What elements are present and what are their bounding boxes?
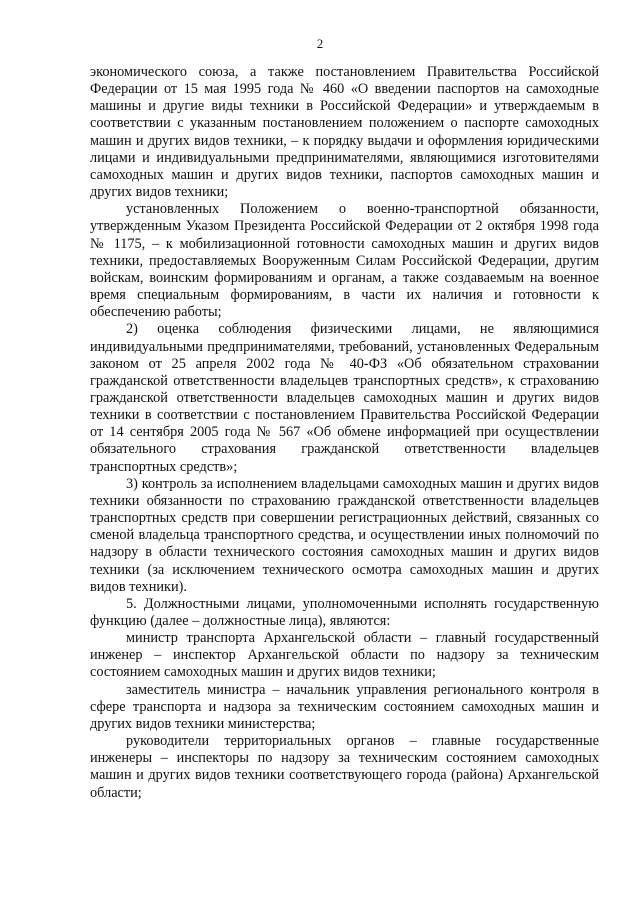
paragraph-7: заместитель министра – начальник управления регионального контроля в сфере транспорта и надзора за техническим состоянием самоходных машин и других видов техники министерства; bbox=[90, 681, 599, 732]
document-body bbox=[90, 64, 599, 802]
paragraph-8: руководители территориальных органов – главные государственные инженеры – инспекторы по надзору за техническим состоянием самоходных машин и других видов техники соответствующего города (района) Архангельской области; bbox=[90, 733, 599, 801]
paragraph-5: 5. Должностными лицами, уполномоченными исполнять государственную функцию (далее – должностные лица), являются: bbox=[90, 595, 599, 629]
paragraph-4: 3) контроль за исполнением владельцами самоходных машин и других видов техники обязанности по страхованию гражданской ответственности владельцев транспортных средств при совершении регистрационных действий, связанных со сменой владельца транспортного средства, и осуществлении иных полномочий по надзору в области технического состояния самоходных машин и других видов техники (за исключением технического осмотра самоходных машин и других видов техники). bbox=[90, 475, 599, 595]
paragraph-1: экономического союза, а также постановлением Правительства Российской Федерации от 15 мая 1995 года № 460 «О введении паспортов на самоходные машины и другие виды техники в Российской Федерации» и утверждаемым в соответствии с указанным постановлением положением о паспорте самоходных машин и других видов техники, – к порядку выдачи и оформления юридическими лицами и индивидуальными предпринимателями, являющимися изготовителями самоходных машин и других видов техники, паспортов самоходных машин и других видов техники; bbox=[90, 64, 599, 201]
page-number: 2 bbox=[316, 36, 324, 51]
paragraph-2: установленных Положением о военно-транспортной обязанности, утвержденным Указом Президента Российской Федерации от 2 октября 1998 года № 1175, – к мобилизационной готовности самоходных машин и других видов техники, предоставляемых Вооруженным Силам Российской Федерации, другим войскам, воинским формированиям и органам, а также создаваемым на военное время специальным формированиям, в части их наличия и готовности к обеспечению работы; bbox=[90, 201, 599, 321]
paragraph-3: 2) оценка соблюдения физическими лицами, не являющимися индивидуальными предпринимателями, требований, установленных Федеральным законом от 25 апреля 2002 года № 40-ФЗ «Об обязательном страховании гражданской ответственности владельцев транспортных средств», к страхованию гражданской ответственности владельцев самоходных машин и других видов техники в соответствии с постановлением Правительства Российской Федерации от 14 сентября 2005 года № 567 «Об обмене информацией при осуществлении обязательного страхования гражданской ответственности владельцев транспортных средств»; bbox=[90, 321, 599, 475]
paragraph-6: министр транспорта Архангельской области – главный государственный инженер – инспектор Архангельской области по надзору за техническим состоянием самоходных машин и других видов техники; bbox=[90, 630, 599, 681]
